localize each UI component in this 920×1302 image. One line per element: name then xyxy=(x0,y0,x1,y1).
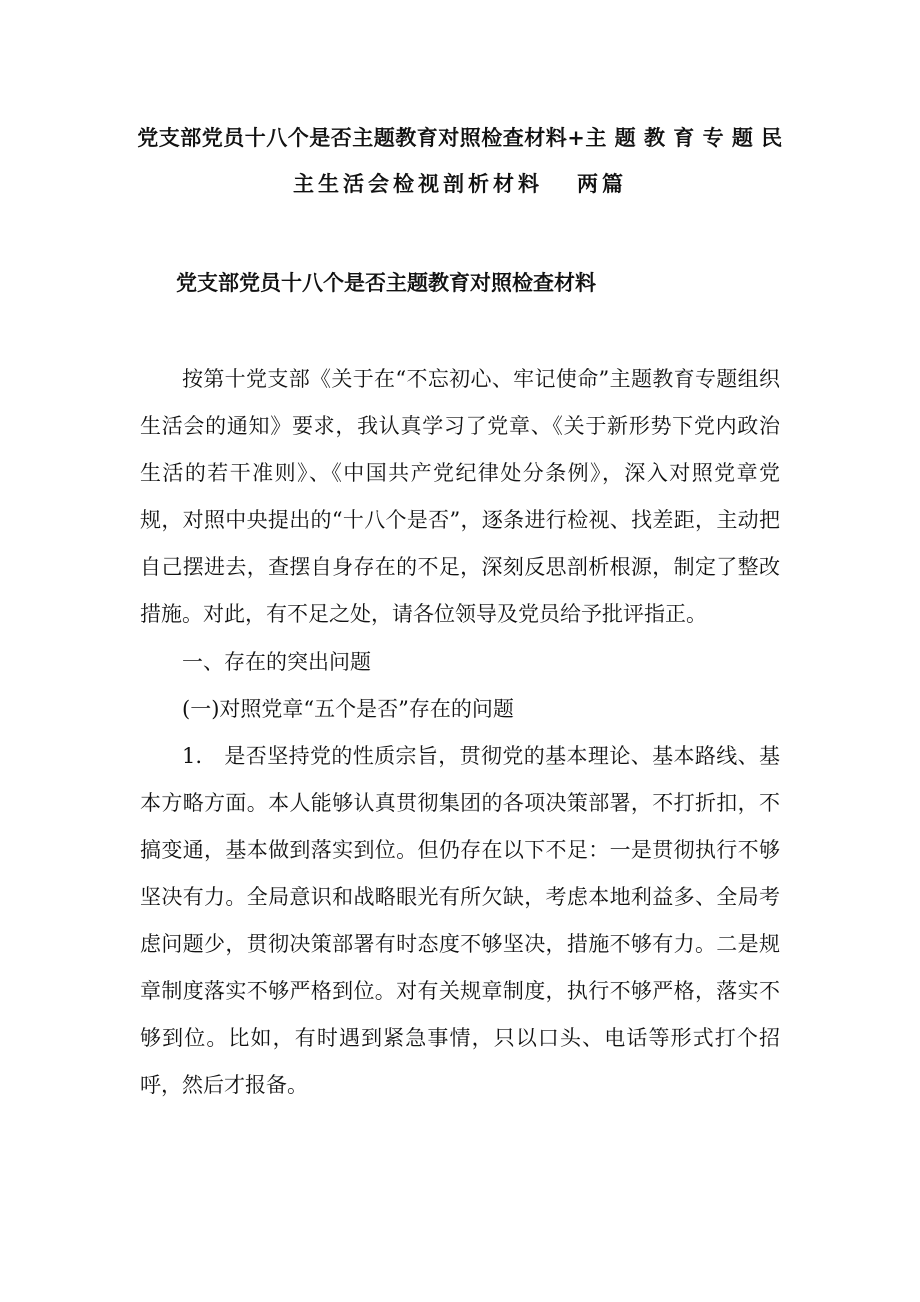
heading-level-1: 一、存在的突出问题 xyxy=(182,650,371,674)
document-title-count: 两篇 xyxy=(577,171,627,196)
intro-paragraph: 按第十党支部《关于在“不忘初心、牢记使命”主题教育专题组织生活会的通知》要求，我认真学习了党章、《关于新形势下党内政治生活的若干准则》、《中国共产党纪律处分条例》，深入对照党章党规，对照中央提出的“十八个是否”，逐条进行检视、找差距，主动把自己摆进去，查摆自身存在的不足，深刻反思剖析根源，制定了整改措施。对此，有不足之处，请各位领导及党员给予批评指正。 xyxy=(140,367,780,626)
list-item-block xyxy=(140,733,780,1109)
document-title-part: 主生活会检视剖析材料 xyxy=(293,171,543,196)
list-item-number: 1. xyxy=(182,744,203,768)
document-title-line-2 xyxy=(0,168,920,198)
list-item-text: 是否坚持党的性质宗旨，贯彻党的基本理论、基本路线、基本方略方面。本人能够认真贯彻集团的各项决策部署，不打折扣，不搞变通，基本做到落实到位。但仍存在以下不足：一是贯彻执行不够坚决有力。全局意识和战略眼光有所欠缺，考虑本地利益多、全局考虑问题少，贯彻决策部署有时态度不够坚决，措施不够有力。二是规章制度落实不够严格到位。对有关规章制度，执行不够严格，落实不够到位。比如，有时遇到紧急事情，只以口头、电话等形式打个招呼，然后才报备。 xyxy=(140,744,780,1097)
heading-block-2 xyxy=(140,686,780,733)
list-item-paragraph xyxy=(140,733,780,1109)
document-title-line-1: 党支部党员十八个是否主题教育对照检查材料+主 题 教 育 专 题 民 xyxy=(137,125,783,150)
heading-block-1 xyxy=(140,639,780,686)
heading-level-2: (一)对照党章“五个是否”存在的问题 xyxy=(182,697,514,721)
section-title: 党支部党员十八个是否主题教育对照检查材料 xyxy=(176,270,596,295)
intro-paragraph-block xyxy=(140,356,780,638)
